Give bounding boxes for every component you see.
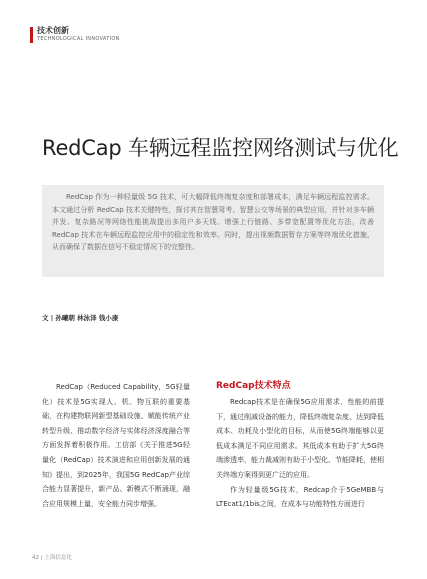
section-label-en: TECHNOLOGICAL INNOVATION	[37, 36, 120, 42]
body-column-right	[216, 395, 384, 512]
paragraph: 作为轻量级5G技术，Redcap介于5GeMBB与LTEcat1/1bis之间，在成本与功能特性方面进行	[216, 485, 384, 509]
section-label: 技术创新	[37, 26, 69, 35]
authors: 文 | 孙曦朝 林泳泽 钱小康	[42, 314, 119, 322]
article-title: RedCap 车辆远程监控网络测试与优化	[42, 136, 399, 160]
paragraph: RedCap（Reduced Capability，5G轻量化）技术是5G实现人、机、物互联的重要基础，在构建物联网新型基础设施、赋能传统产业转型升级、推动数字经济与实体经济深度融合等方面发挥着积极作用。工信部《关于推进5G轻量化（RedCap）技术演进和应用创新发展的通知》提出，到2025年，我国5G RedCap产业综合能力显著提升，新产品、新模式不断涌现，融合应用规模上量，安全能力同步增强。	[42, 383, 190, 508]
abstract: RedCap 作为一种轻量级 5G 技术，可大幅降低终端复杂度和部署成本，满足车辆远程监控需求。本文通过分析 RedCap 技术关键特性，探讨其在智慧驾考、智慧公交等场景的典型应用，并针对多车辆并发、复杂路况等网络性能挑战提出多用户多天线、增强上行链路、多带宽配置等优化方法，改善 RedCap 技术在车辆远程监控应用中的稳定性和效率。同时，提出视频数据暂存方案等终端优化措施，从而确保了数据在信号不稳定情况下的完整性。	[42, 185, 384, 277]
page-footer: 42 | 上海信息化	[32, 555, 72, 561]
body-column-left	[42, 380, 190, 511]
section-heading: RedCap技术特点	[216, 381, 291, 391]
paragraph: Redcap技术是在确保5G应用需求、性能的前提下，通过削减设备的能力，降低终端复杂度，达到降低成本、功耗及小型化的目标，从而使5G终端能够以更低成本满足不同应用需求。其低成本有助于扩大5G终端渗透率，能力裁减则有助于小型化、节能降耗，使相关终端方案得到更广泛的应用。	[216, 398, 384, 479]
section-marker	[30, 27, 33, 43]
